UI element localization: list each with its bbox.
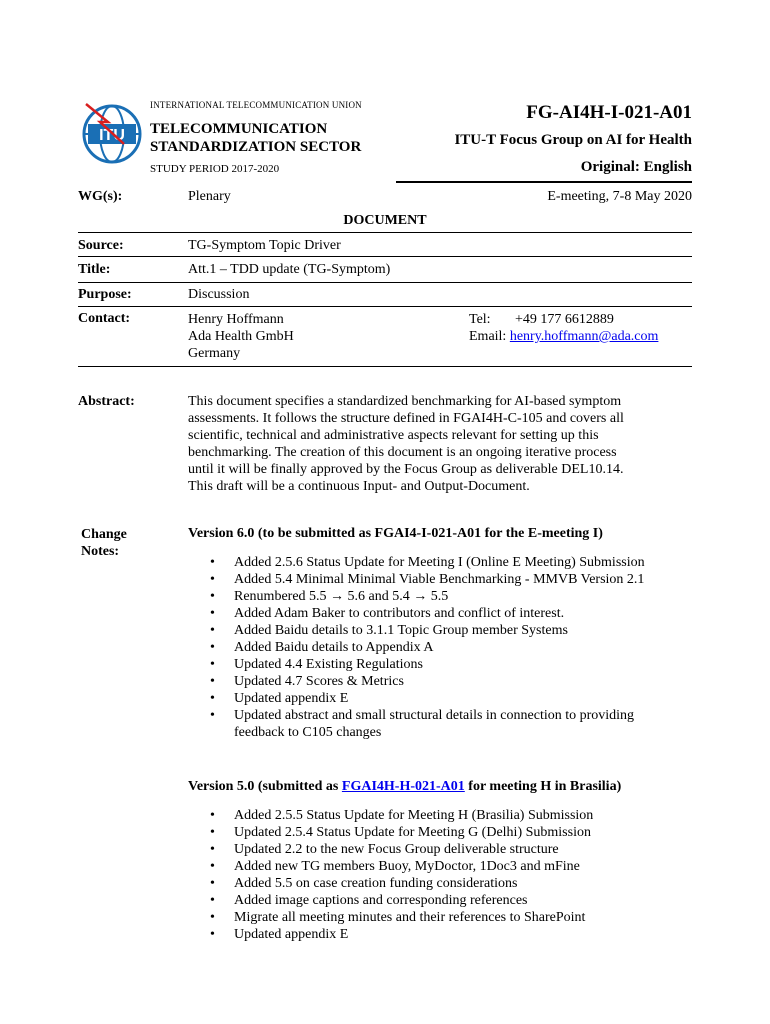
list-item: • Added 2.5.6 Status Update for Meeting I (Online E Meeting) Submission — [210, 555, 645, 570]
sector-name — [150, 120, 361, 156]
list-item: • Added 2.5.5 Status Update for Meeting H (Brasilia) Submission — [210, 808, 594, 823]
tel-value: +49 177 6612889 — [515, 312, 614, 327]
bullet: • — [210, 657, 215, 672]
source-label: Source: — [78, 238, 124, 253]
sector-line1: TELECOMMUNICATION — [150, 121, 328, 137]
abstract-line: until it will be finally approved by the Focus Group as deliverable DEL10.14. — [188, 462, 624, 477]
list-item: • Added 5.5 on case creation funding considerations — [210, 876, 518, 891]
bullet: • — [210, 555, 215, 570]
bullet: • — [210, 876, 215, 891]
bullet: • — [210, 691, 215, 706]
change-notes-label-line: Notes: — [81, 544, 120, 559]
version-6-heading: Version 6.0 (to be submitted as FGAI4-I-021-A01 for the E-meeting I) — [188, 526, 603, 541]
divider — [78, 256, 692, 257]
list-item: • Updated abstract and small structural details in connection to providing feedback to C105 changes — [210, 708, 635, 740]
version-5-heading — [188, 779, 621, 795]
list-item: • Added Baidu details to 3.1.1 Topic Group member Systems — [210, 623, 568, 638]
purpose-value: Discussion — [188, 287, 250, 302]
abstract-line: scientific, technical and administrative aspects relevant for setting up this — [188, 428, 599, 443]
version-5-heading-pre: Version 5.0 (submitted as — [188, 779, 342, 794]
focus-group-name: ITU-T Focus Group on AI for Health — [454, 132, 692, 148]
version-5-list — [188, 807, 688, 943]
divider — [78, 306, 692, 307]
bullet: • — [210, 859, 215, 874]
list-item: • Updated 2.2 to the new Focus Group deliverable structure — [210, 842, 559, 857]
bullet: • — [210, 825, 215, 840]
change-notes-label — [81, 526, 127, 560]
contact-name: Henry Hoffmann — [188, 312, 284, 327]
study-period: STUDY PERIOD 2017-2020 — [150, 163, 280, 175]
list-item: • Added 5.4 Minimal Minimal Viable Benchmarking - MMVB Version 2.1 — [210, 572, 645, 587]
wg-label: WG(s): — [78, 189, 123, 204]
version-5-doc-link[interactable]: FGAI4H-H-021-A01 — [341, 779, 465, 794]
list-item: • Migrate all meeting minutes and their references to SharePoint — [210, 910, 586, 925]
bullet: • — [210, 808, 215, 823]
bullet: • — [210, 623, 215, 638]
title-label: Title: — [78, 262, 111, 277]
meeting-info: E-meeting, 7-8 May 2020 — [547, 189, 692, 204]
divider — [78, 282, 692, 283]
wg-value: Plenary — [188, 189, 231, 204]
bullet: • — [210, 589, 215, 604]
bullet: • — [210, 572, 215, 587]
list-item: • Updated 4.7 Scores & Metrics — [210, 674, 404, 689]
version-5-heading-post: for meeting H in Brasilia) — [464, 779, 622, 794]
contact-org: Ada Health GmbH — [188, 329, 294, 344]
source-value: TG-Symptom Topic Driver — [188, 238, 341, 253]
abstract-line: This draft will be a continuous Input- and Output-Document. — [188, 479, 530, 494]
document-number: FG-AI4H-I-021-A01 — [526, 102, 692, 123]
bullet: • — [210, 606, 215, 621]
purpose-label: Purpose: — [78, 287, 132, 302]
contact-country: Germany — [188, 346, 241, 361]
bullet: • — [210, 893, 215, 908]
list-item: • Added new TG members Buoy, MyDoctor, 1Doc3 and mFine — [210, 859, 580, 874]
list-item: • Updated 2.5.4 Status Update for Meeting G (Delhi) Submission — [210, 825, 591, 840]
abstract-text — [188, 393, 678, 495]
list-item: • Renumbered 5.5 → 5.6 and 5.4 → 5.5 — [210, 589, 449, 604]
abstract-line: benchmarking. The creation of this document is an ongoing iterative process — [188, 445, 617, 460]
list-item: • Added Baidu details to Appendix A — [210, 640, 434, 655]
abstract-line: This document specifies a standardized benchmarking for AI-based symptom — [188, 394, 622, 409]
header-divider — [396, 181, 692, 183]
itu-logo — [78, 100, 146, 168]
abstract-label: Abstract: — [78, 394, 135, 409]
bullet: • — [210, 708, 215, 723]
sector-line2: STANDARDIZATION SECTOR — [150, 139, 362, 155]
bullet: • — [210, 927, 215, 942]
email-label: Email: — [469, 329, 507, 344]
title-value: Att.1 – TDD update (TG-Symptom) — [188, 262, 391, 277]
bullet: • — [210, 640, 215, 655]
tel-label: Tel: — [469, 312, 491, 327]
contact-details — [188, 311, 294, 362]
list-item: • Updated appendix E — [210, 927, 349, 942]
divider — [78, 366, 692, 367]
list-item: • Updated appendix E — [210, 691, 349, 706]
bullet: • — [210, 910, 215, 925]
contact-info — [469, 311, 658, 345]
divider — [78, 232, 692, 233]
list-item: • Updated 4.4 Existing Regulations — [210, 657, 423, 672]
email-link[interactable]: henry.hoffmann@ada.com — [509, 329, 659, 344]
list-item: • Added Adam Baker to contributors and conflict of interest. — [210, 606, 565, 621]
contact-label: Contact: — [78, 311, 131, 326]
version-6-list — [188, 554, 688, 741]
original-language: Original: English — [580, 159, 692, 175]
logo-text: ITU — [99, 127, 125, 144]
org-name: INTERNATIONAL TELECOMMUNICATION UNION — [150, 100, 362, 110]
change-notes-label-line: Change — [81, 527, 127, 542]
document-heading: DOCUMENT — [343, 213, 427, 228]
bullet: • — [210, 674, 215, 689]
abstract-line: assessments. It follows the structure defined in FGAI4H-C-105 and covers all — [188, 411, 624, 426]
bullet: • — [210, 842, 215, 857]
list-item: • Added image captions and corresponding references — [210, 893, 528, 908]
